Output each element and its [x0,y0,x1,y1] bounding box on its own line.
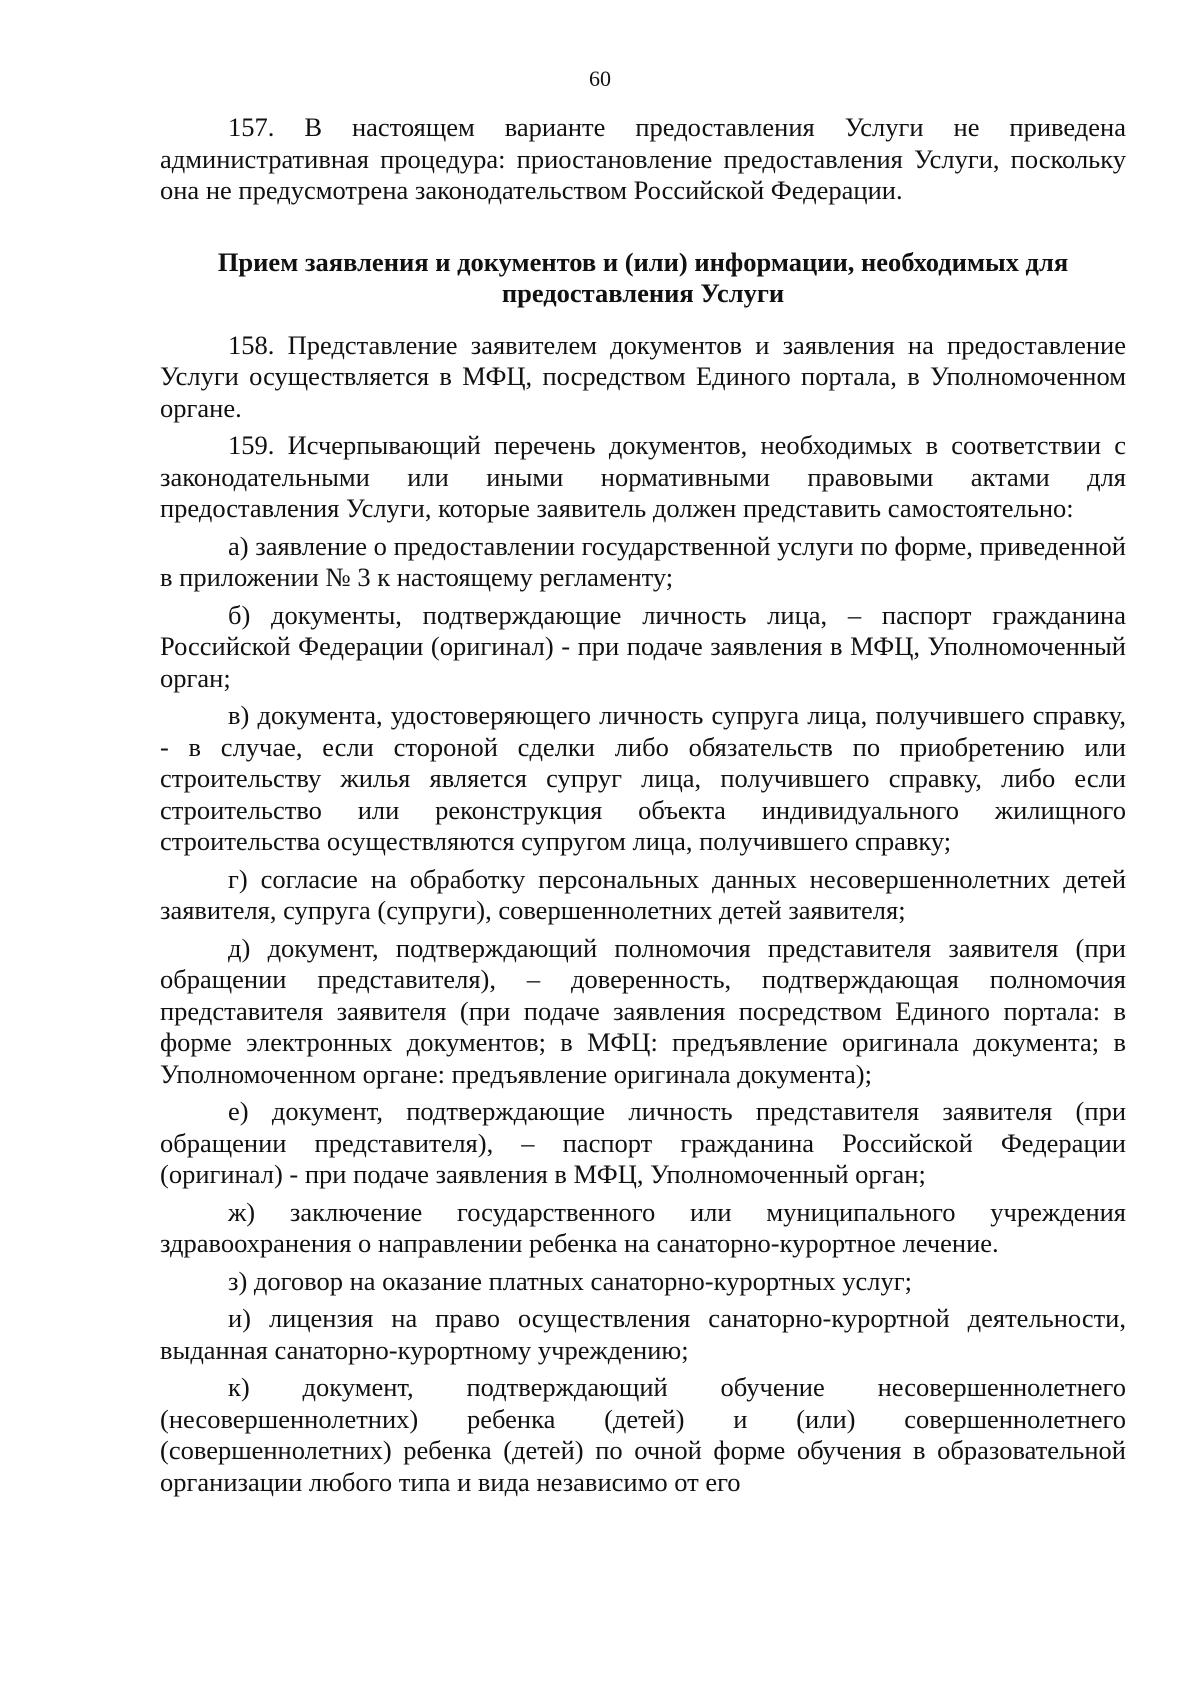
paragraph-157: 157. В настоящем варианте предоставления Услуги не приведена административная процедура: приостановление предоставления Услуги, поскольку она не предусмотрена законодательством Российской Федерации. [160,112,1126,205]
list-item-g: г) согласие на обработку персональных данных несовершеннолетних детей заявителя, супруга (супруги), совершеннолетних детей заявителя; [160,863,1126,925]
list-item-zh: ж) заключение государственного или муниципального учреждения здравоохранения о направлении ребенка на санаторно-курортное лечение. [160,1196,1126,1258]
document-body [160,112,1126,1498]
section-heading-line-2: предоставления Услуги [501,278,785,308]
list-item-a: а) заявление о предоставлении государственной услуги по форме, приведенной в приложении № 3 к настоящему регламенту; [160,530,1126,592]
paragraph-158: 158. Представление заявителем документов и заявления на предоставление Услуги осуществляется в МФЦ, посредством Единого портала, в Уполномоченном органе. [160,329,1126,423]
list-item-d: д) документ, подтверждающий полномочия представителя заявителя (при обращении представителя), – доверенность, подтверждающая полномочия представителя заявителя (при подаче заявления посредством Единого портала: в форме электронных документов; в МФЦ: предъявление оригинала документа; в Уполномоченном органе: предъявление оригинала документа); [160,932,1126,1089]
page-number: 60 [589,66,611,91]
list-item-e: е) документ, подтверждающие личность представителя заявителя (при обращении представителя), – паспорт гражданина Российской Федерации (оригинал) - при подаче заявления в МФЦ, Уполномоченный орган; [160,1096,1126,1189]
paragraph-159: 159. Исчерпывающий перечень документов, необходимых в соответствии с законодательными или иными нормативными правовыми актами для предоставления Услуги, которые заявитель должен представить самостоятельно: [160,430,1126,523]
list-item-k: к) документ, подтверждающий обучение несовершеннолетнего (несовершеннолетних) ребенка (детей) и (или) совершеннолетнего (совершеннолетних) ребенка (детей) по очной форме обучения в образовательной организации любого типа и вида независимо от его [160,1372,1126,1497]
list-item-b: б) документы, подтверждающие личность лица, – паспорт гражданина Российской Федерации (оригинал) - при подаче заявления в МФЦ, Уполномоченный орган; [160,599,1126,693]
list-item-v: в) документа, удостоверяющего личность супруга лица, получившего справку, - в случае, если стороной сделки либо обязательств по приобретению или строительству жилья является супруг лица, получившего справку, либо если строительство или реконструкция объекта индивидуального жилищного строительства осуществляются супругом лица, получившего справку; [160,700,1126,856]
section-heading [160,247,1126,310]
list-item-i: и) лицензия на право осуществления санаторно-курортной деятельности, выданная санаторно-курортному учреждению; [160,1303,1126,1365]
list-item-z: з) договор на оказание платных санаторно-курортных услуг; [228,1265,912,1296]
section-heading-line-1: Прием заявления и документов и (или) информации, необходимых для [217,246,1069,277]
